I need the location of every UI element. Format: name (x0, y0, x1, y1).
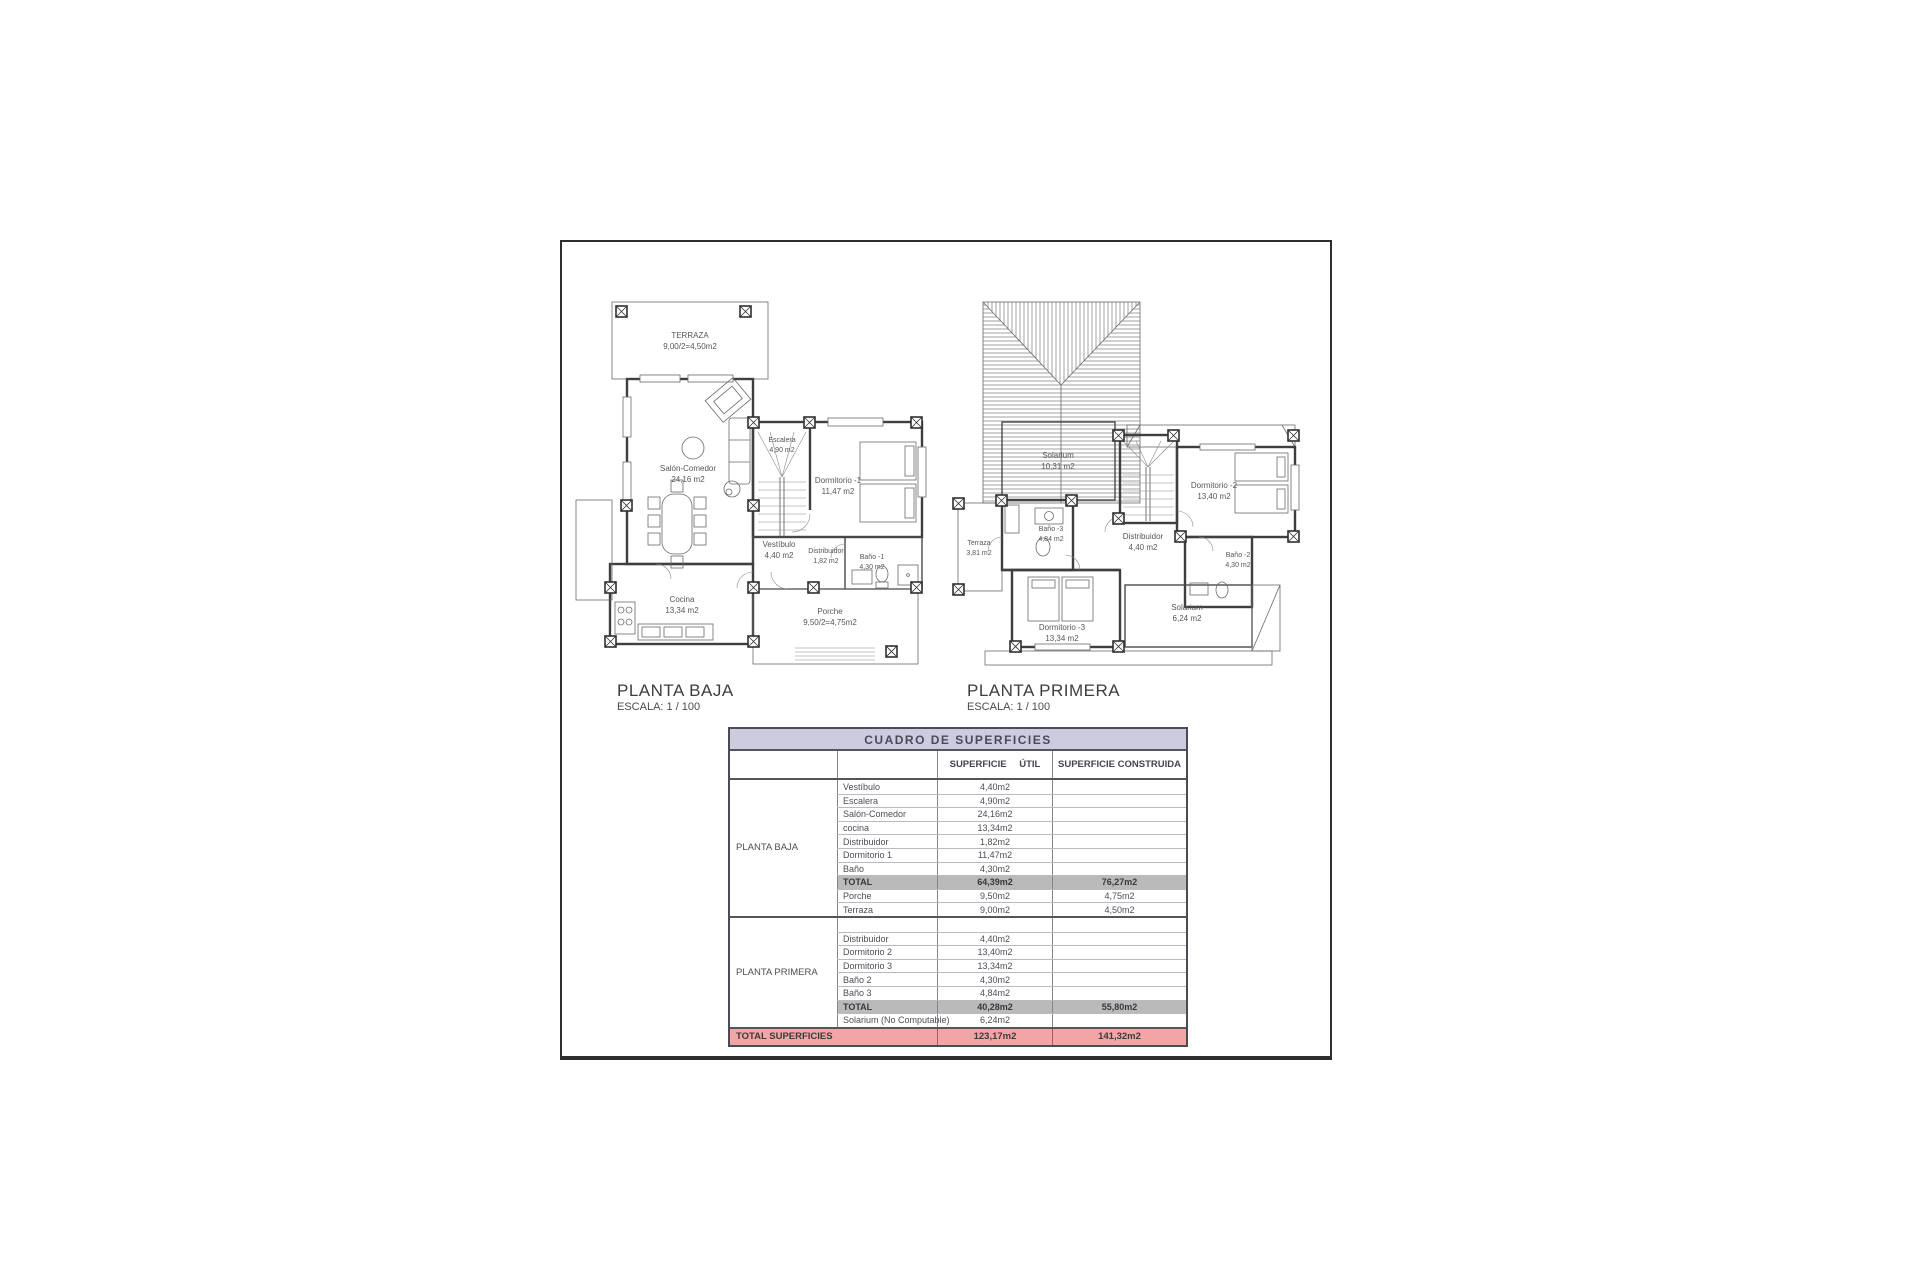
room-area-terraza: 9,00/2=4,50m2 (663, 342, 717, 351)
table-row (837, 862, 1186, 876)
table-row (837, 834, 1186, 848)
room-label-dormitorio3: Dormitorio -3 (1038, 623, 1086, 632)
cell-util: 13,34m2 (937, 822, 1052, 835)
footer-util: 123,17m2 (937, 1029, 1052, 1045)
cell-label: Baño 3 (837, 987, 937, 1000)
footer-label: TOTAL SUPERFICIES (736, 1031, 833, 1043)
planta-baja-drawing (560, 282, 1015, 682)
cell-util: 64,39m2 (937, 876, 1052, 889)
cell-construida (1052, 987, 1186, 1000)
cell-label (837, 918, 937, 932)
room-label-dormitorio2: Dormitorio -2 (1190, 481, 1238, 490)
room-label-terraza: TERRAZA (671, 331, 709, 340)
section-rows (837, 780, 1186, 916)
cell-construida: 55,80m2 (1052, 1001, 1186, 1014)
cell-construida (1052, 946, 1186, 959)
planta-baja-scale: ESCALA: 1 / 100 (617, 701, 701, 713)
section-rows (837, 918, 1186, 1027)
table-row (837, 902, 1186, 916)
section-label: PLANTA PRIMERA (736, 966, 818, 978)
planta-primera-title: PLANTA PRIMERA (967, 681, 1121, 700)
cell-util: 4,30m2 (937, 973, 1052, 986)
room-area-solarium: 10,31 m2 (1041, 462, 1075, 471)
table-row (837, 889, 1186, 903)
cell-label: Dormitorio 3 (837, 960, 937, 973)
room-label-bano3: Baño -3 (1038, 526, 1064, 533)
cell-util: 1,82m2 (937, 835, 1052, 848)
header-construida-col: SUPERFICIE CONSTRUIDA (1052, 751, 1186, 778)
cell-label: TOTAL (837, 876, 937, 889)
beds (860, 442, 916, 522)
section-planta-baja (730, 780, 1186, 918)
room-area-bano2: 4,30 m2 (1225, 562, 1251, 569)
cell-construida (1052, 795, 1186, 808)
room-label-porche: Porche (817, 607, 843, 616)
cell-util: 4,40m2 (937, 933, 1052, 946)
cell-util: 4,90m2 (937, 795, 1052, 808)
cell-construida (1052, 835, 1186, 848)
cell-construida (1052, 780, 1186, 794)
planta-primera-scale: ESCALA: 1 / 100 (967, 701, 1051, 713)
room-label-distribuidor: Distribuidor (1122, 532, 1164, 541)
section-label: PLANTA BAJA (736, 842, 799, 854)
room-label-vestibulo: Vestíbulo (762, 540, 796, 549)
room-area-escalera: 4,90 m2 (769, 447, 795, 454)
cell-label: cocina (837, 822, 937, 835)
room-area-salon: 24,16 m2 (671, 475, 705, 484)
table-row-total (837, 875, 1186, 889)
table-row-total (837, 1000, 1186, 1014)
room-area-bano1: 4,30 m2 (859, 564, 885, 571)
table-row (837, 918, 1186, 932)
cell-construida (1052, 933, 1186, 946)
terrace-hatch (985, 585, 1280, 665)
table-row (837, 959, 1186, 973)
room-area-terraza: 3,81 m2 (966, 550, 992, 557)
cell-label: Dormitorio 1 (837, 849, 937, 862)
table-row (837, 932, 1186, 946)
room-area-dormitorio2: 13,40 m2 (1197, 492, 1231, 501)
cell-label: Salón-Comedor (837, 808, 937, 821)
room-area-porche: 9,50/2=4,75m2 (803, 618, 857, 627)
cell-label: Baño 2 (837, 973, 937, 986)
roof-hatch (983, 302, 1140, 503)
cell-util: 9,00m2 (937, 903, 1052, 916)
planta-primera-drawing (950, 295, 1345, 680)
cocina-walls (610, 564, 753, 644)
table-row (837, 794, 1186, 808)
room-label-distribuidor: Distribuidor (808, 548, 844, 555)
cell-label: Solarium (No Computable) (837, 1014, 937, 1027)
room-area-dormitorio3: 13,34 m2 (1045, 634, 1079, 643)
cell-label: Porche (837, 890, 937, 903)
planta-baja-title: PLANTA BAJA (617, 681, 734, 700)
footer-construida: 141,32m2 (1052, 1029, 1186, 1045)
cell-construida (1052, 918, 1186, 932)
room-label-bano1: Baño -1 (859, 554, 885, 561)
cell-util: 13,40m2 (937, 946, 1052, 959)
table-row (837, 807, 1186, 821)
cell-label: Distribuidor (837, 933, 937, 946)
table-title: CUADRO DE SUPERFICIES (730, 729, 1186, 751)
header-floor-col (730, 751, 837, 778)
table-row (837, 821, 1186, 835)
room-label-terraza: Terraza (967, 540, 991, 547)
header-room-col (837, 751, 937, 778)
cell-construida: 4,75m2 (1052, 890, 1186, 903)
table-row (837, 972, 1186, 986)
header-util-col: SUPERFICIE ÚTIL (937, 751, 1052, 778)
cell-util: 13,34m2 (937, 960, 1052, 973)
room-label-solarium2: Solarium (1171, 603, 1203, 612)
terraza-area (612, 302, 768, 379)
cell-util: 4,84m2 (937, 987, 1052, 1000)
surface-table (728, 727, 1188, 1047)
cell-label: Distribuidor (837, 835, 937, 848)
room-label-escalera: Escalera (768, 437, 796, 444)
cell-util: 11,47m2 (937, 849, 1052, 862)
cell-construida (1052, 1014, 1186, 1027)
porch-steps (795, 648, 875, 660)
room-label-solarium: Solarium (1042, 451, 1074, 460)
room-area-vestibulo: 4,40 m2 (764, 551, 794, 560)
room-label-dormitorio1: Dormitorio -1 (814, 476, 862, 485)
section-planta-primera (730, 918, 1186, 1029)
cell-construida (1052, 960, 1186, 973)
cell-label: Dormitorio 2 (837, 946, 937, 959)
cell-construida (1052, 822, 1186, 835)
table-row (837, 945, 1186, 959)
cell-construida (1052, 808, 1186, 821)
room-area-solarium2: 6,24 m2 (1172, 614, 1202, 623)
cell-util: 6,24m2 (937, 1014, 1052, 1027)
room-area-distribuidor: 1,82 m2 (813, 558, 839, 565)
cell-construida: 76,27m2 (1052, 876, 1186, 889)
cell-util: 4,40m2 (937, 780, 1052, 794)
cell-util (937, 918, 1052, 932)
cell-util: 40,28m2 (937, 1001, 1052, 1014)
cell-label: TOTAL (837, 1001, 937, 1014)
cell-label: Escalera (837, 795, 937, 808)
cell-util: 24,16m2 (937, 808, 1052, 821)
room-label-bano2: Baño -2 (1225, 552, 1251, 559)
bano3-walls (1002, 500, 1073, 570)
table-row (837, 986, 1186, 1000)
cell-construida (1052, 849, 1186, 862)
cell-util: 4,30m2 (937, 863, 1052, 876)
cell-construida (1052, 863, 1186, 876)
room-label-salon: Salón-Comedor (659, 464, 717, 473)
cell-label: Vestíbulo (837, 780, 937, 794)
terraza-walls (958, 503, 1002, 591)
room-area-cocina: 13,34 m2 (665, 606, 699, 615)
room-area-distribuidor: 4,40 m2 (1128, 543, 1158, 552)
cell-label: Terraza (837, 903, 937, 916)
cell-label: Baño (837, 863, 937, 876)
cell-construida (1052, 973, 1186, 986)
table-row (837, 848, 1186, 862)
room-area-bano3: 4,84 m2 (1038, 536, 1064, 543)
cell-construida: 4,50m2 (1052, 903, 1186, 916)
table-row (837, 1013, 1186, 1027)
table-header-row (730, 751, 1186, 780)
cell-util: 9,50m2 (937, 890, 1052, 903)
room-area-dormitorio1: 11,47 m2 (821, 487, 855, 496)
room-label-cocina: Cocina (669, 595, 695, 604)
table-row (837, 780, 1186, 794)
table-footer-row (730, 1029, 1186, 1045)
